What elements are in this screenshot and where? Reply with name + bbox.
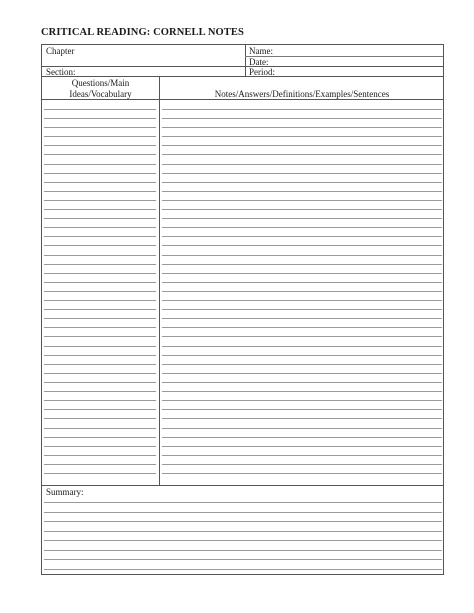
- questions-rule-line: [44, 273, 156, 274]
- questions-rule-line: [44, 428, 156, 429]
- questions-rule-line: [44, 364, 156, 365]
- column-heading-rule: [42, 99, 443, 100]
- questions-rule-line: [44, 118, 156, 119]
- notes-rule-line: [162, 118, 442, 119]
- notes-rule-line: [162, 346, 442, 347]
- questions-rule-line: [44, 291, 156, 292]
- questions-rule-line: [44, 209, 156, 210]
- summary-top-rule: [42, 485, 443, 486]
- questions-rule-line: [44, 227, 156, 228]
- notes-rule-line: [162, 364, 442, 365]
- questions-rule-line: [44, 355, 156, 356]
- questions-rule-line: [44, 245, 156, 246]
- notes-rule-line: [162, 455, 442, 456]
- summary-rule-line: [44, 569, 442, 570]
- chapter-label: Chapter: [46, 46, 75, 56]
- summary-rule-line: [44, 550, 442, 551]
- questions-rule-line: [44, 464, 156, 465]
- questions-rule-line: [44, 255, 156, 256]
- questions-rule-line: [44, 473, 156, 474]
- questions-heading-line2: Ideas/Vocabulary: [69, 89, 132, 99]
- summary-rule-line: [44, 512, 442, 513]
- notes-rule-line: [162, 273, 442, 274]
- questions-rule-line: [44, 455, 156, 456]
- notes-rule-line: [162, 309, 442, 310]
- questions-rule-line: [44, 264, 156, 265]
- notes-rule-line: [162, 227, 442, 228]
- questions-rule-line: [44, 318, 156, 319]
- notes-rule-line: [162, 318, 442, 319]
- questions-rule-line: [44, 200, 156, 201]
- questions-rule-line: [44, 391, 156, 392]
- notes-rule-line: [162, 200, 442, 201]
- questions-rule-line: [44, 446, 156, 447]
- notes-rule-line: [162, 154, 442, 155]
- notes-rule-line: [162, 400, 442, 401]
- date-label: Date:: [249, 57, 269, 67]
- notes-rule-line: [162, 255, 442, 256]
- notes-rule-line: [162, 409, 442, 410]
- notes-rule-line: [162, 373, 442, 374]
- section-label: Section:: [46, 67, 76, 77]
- notes-heading: Notes/Answers/Definitions/Examples/Sentences: [214, 89, 390, 99]
- questions-rule-line: [44, 373, 156, 374]
- summary-rule-line: [44, 531, 442, 532]
- notes-rule-line: [162, 355, 442, 356]
- notes-rule-line: [162, 245, 442, 246]
- notes-rule-line: [162, 173, 442, 174]
- notes-rule-line: [162, 282, 442, 283]
- questions-rule-line: [44, 336, 156, 337]
- notes-rule-line: [162, 236, 442, 237]
- notes-rule-line: [162, 182, 442, 183]
- notes-rule-line: [162, 382, 442, 383]
- questions-rule-line: [44, 173, 156, 174]
- questions-rule-line: [44, 346, 156, 347]
- questions-rule-line: [44, 164, 156, 165]
- notes-rule-line: [162, 391, 442, 392]
- questions-rule-line: [44, 236, 156, 237]
- questions-rule-line: [44, 309, 156, 310]
- questions-rule-line: [44, 400, 156, 401]
- questions-rule-line: [44, 145, 156, 146]
- cornell-notes-sheet: [41, 44, 444, 575]
- notes-rule-line: [162, 218, 442, 219]
- questions-rule-line: [44, 218, 156, 219]
- notes-rule-line: [162, 473, 442, 474]
- notes-rule-line: [162, 418, 442, 419]
- header-divider: [245, 45, 246, 77]
- header-bottom-rule: [42, 76, 443, 77]
- notes-rule-line: [162, 145, 442, 146]
- notes-rule-line: [162, 336, 442, 337]
- questions-heading-line1: Questions/Main: [71, 78, 130, 88]
- page-title: CRITICAL READING: CORNELL NOTES: [41, 27, 244, 38]
- questions-rule-line: [44, 437, 156, 438]
- questions-rule-line: [44, 136, 156, 137]
- questions-rule-line: [44, 182, 156, 183]
- summary-rule-line: [44, 559, 442, 560]
- notes-rule-line: [162, 437, 442, 438]
- notes-rule-line: [162, 300, 442, 301]
- notes-rule-line: [162, 164, 442, 165]
- questions-rule-line: [44, 154, 156, 155]
- questions-rule-line: [44, 418, 156, 419]
- notes-rule-line: [162, 291, 442, 292]
- summary-rule-line: [44, 521, 442, 522]
- header-rule-2: [42, 66, 443, 67]
- notes-rule-line: [162, 127, 442, 128]
- notes-rule-line: [162, 264, 442, 265]
- notes-rule-line: [162, 136, 442, 137]
- summary-rule-line: [44, 502, 442, 503]
- questions-rule-line: [44, 382, 156, 383]
- summary-label: Summary:: [46, 487, 84, 497]
- column-divider: [159, 76, 160, 485]
- questions-rule-line: [44, 109, 156, 110]
- notes-rule-line: [162, 109, 442, 110]
- notes-rule-line: [162, 327, 442, 328]
- notes-rule-line: [162, 428, 442, 429]
- period-label: Period:: [249, 67, 275, 77]
- questions-rule-line: [44, 327, 156, 328]
- questions-rule-line: [44, 409, 156, 410]
- questions-rule-line: [44, 127, 156, 128]
- notes-rule-line: [162, 191, 442, 192]
- notes-rule-line: [162, 464, 442, 465]
- summary-rule-line: [44, 540, 442, 541]
- questions-rule-line: [44, 282, 156, 283]
- name-label: Name:: [249, 46, 273, 56]
- questions-rule-line: [44, 300, 156, 301]
- notes-rule-line: [162, 446, 442, 447]
- questions-rule-line: [44, 191, 156, 192]
- notes-rule-line: [162, 209, 442, 210]
- header-rule-1: [245, 56, 443, 57]
